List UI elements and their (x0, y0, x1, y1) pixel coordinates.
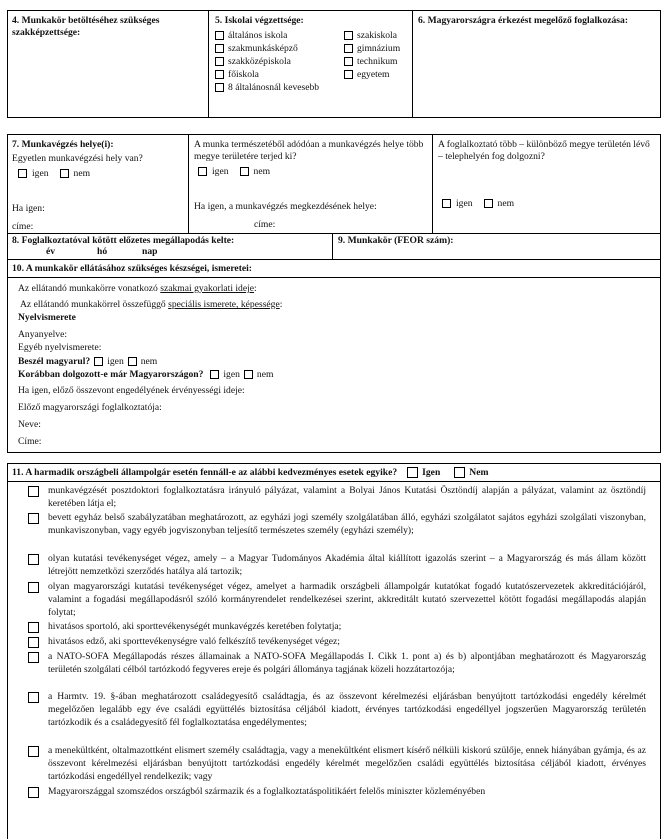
sec11-item-8: a Harmtv. 19. §-ában meghatározott családegyesítő családtagja, és az összevont kérelmezési eljárásban benyújtott tartózkodási engedély kérelmét megelőzően legalább egy éve családi együttélés biztosítása céljából kiadott, érvényes tartózkodási engedéllyel jogszerűen Magyarország területén tartózkodik és a családegyesítő fél foglalkoztatása engedélymentes; (28, 691, 646, 729)
sec9-title: 9. Munkakör (FEOR szám): (338, 235, 454, 246)
sec5-title: 5. Iskolai végzettsége: (215, 15, 304, 26)
sec10-lines (18, 283, 282, 449)
checkbox-nem[interactable] (60, 169, 69, 178)
sec11-item-2: bevett egyház belső szabályzatában meghatározott, az egyházi jogi személy szolgálatában álló, egyházi szolgálatot sajátos egyházi szolgálati viszonyban, munkaviszonyban, vagy egyéb jogviszonyban teljesítő természetes személy (egyházi személy); (28, 512, 646, 538)
checkbox[interactable] (28, 582, 39, 593)
section-11 (7, 463, 661, 839)
checkbox[interactable] (215, 57, 224, 66)
sec7-ha-igen-hely: Ha igen, a munkavégzés megkezdésének helye: (194, 201, 377, 212)
checkbox[interactable] (28, 637, 39, 648)
sec5-col2 (344, 29, 400, 81)
sec5-opt-szakiskola[interactable]: szakiskola (344, 29, 400, 42)
checkbox-igen[interactable] (198, 167, 207, 176)
sec11-item-5: hivatásos sportoló, aki sporttevékenységét munkavégzés keretében folytatja; (28, 621, 646, 634)
checkbox[interactable] (215, 44, 224, 53)
sec11-item-6: hivatásos edző, aki sporttevékenységre való felkészítő tevékenységet végez; (28, 636, 646, 649)
checkbox[interactable] (28, 486, 39, 497)
sec8-nap: nap (142, 246, 158, 257)
checkbox-nem[interactable] (484, 199, 493, 208)
checkbox-igen[interactable] (94, 357, 103, 366)
checkbox-nem[interactable] (454, 467, 465, 478)
sec5-col1 (215, 29, 319, 94)
sec10-elozo: Előző magyarországi foglalkoztatója: (18, 402, 162, 413)
sec11-item-9: a menekültként, oltalmazottként elismert személy családtagja, vagy a menekültként elismert kísérő nélküli kiskorú szülője, ennek hiányában gyámja, és az összevont kérelmezési eljárásban benyújtott tartózkodási engedély kérelmét megelőzően családi együttélés biztosítása céljából kiadott, érvényes tartózkodási engedéllyel rendelkezik; vagy (28, 745, 646, 783)
sec11-item-7: a NATO-SOFA Megállapodás részes államainak a NATO-SOFA Megállapodás I. Cikk 1. pont a) és b) alpontjában meghatározott és Magyarország területén szolgálati célból tartózkodó fegyveres ereje és polgári állománya tagjának közeli hozzátartozója; (28, 651, 646, 677)
sec11-item-10: Magyarországgal szomszédos országból származik és a foglalkoztatáspolitikáért felelős miniszter közleményében (28, 786, 646, 799)
checkbox[interactable] (28, 692, 39, 703)
checkbox[interactable] (28, 787, 39, 798)
sec5-opt-gimnazium[interactable]: gimnázium (344, 42, 400, 55)
checkbox[interactable] (28, 554, 39, 565)
section-7-table (7, 134, 661, 234)
sec10-beszel-row: Beszél magyarul? igen nem (18, 355, 158, 367)
sec10-neve: Neve: (18, 419, 41, 430)
sec10-haigen: Ha igen, előző összevont engedélyének érvényességi ideje: (18, 385, 245, 396)
section-4-5-6-table (7, 10, 661, 118)
checkbox[interactable] (344, 70, 353, 79)
sec7-q3-options: igen nem (442, 197, 514, 210)
sec7-q1: Egyetlen munkavégzési hely van? (12, 153, 143, 164)
sec5-opt-egyetem[interactable]: egyetem (344, 68, 400, 81)
checkbox-nem[interactable] (240, 167, 249, 176)
checkbox-nem[interactable] (128, 357, 137, 366)
section-8-9-row (7, 233, 661, 260)
sec7-cime: címe: (12, 221, 34, 232)
sec6-title: 6. Magyarországra érkezést megelőző foglalkozása: (418, 15, 629, 26)
sec10-specialis: Az ellátandó munkakörrel összefüggő speciális ismerete, képessége: (20, 299, 283, 310)
sec11-header: 11. A harmadik országbeli állampolgár esetén fennáll-e az alábbi kedvezményes esetek egyike? Igen Nem (12, 466, 489, 478)
section-10 (7, 259, 661, 453)
checkbox-igen[interactable] (442, 199, 451, 208)
sec10-korabban-row: Korábban dolgozott-e már Magyarországon? igen nem (18, 368, 274, 380)
sec10-title: 10. A munkakör ellátásához szükséges készségei, ismeretei: (12, 263, 253, 274)
checkbox[interactable] (344, 31, 353, 40)
checkbox-igen[interactable] (210, 370, 219, 379)
sec8-ev: év (46, 246, 56, 257)
checkbox[interactable] (28, 622, 39, 633)
sec7-q2: A munka természetéből adódóan a munkavégzés helye több megye területére terjed ki? (194, 139, 424, 162)
sec11-item-4: olyan magyarországi kutatási tevékenységet végez, amelyet a harmadik országbeli állampolgár kutatókat fogadó kutatószervezetek akkreditációjáról, valamint a fogadási megállapodásról szóló kormányrendelet rendelkezései szerint, akkreditált kutató szervezettel kötött fogadási megállapodás alapján folytat; (28, 581, 646, 619)
sec8-ho: hó (97, 246, 108, 257)
sec10-egyeb: Egyéb nyelvismerete: (18, 342, 102, 353)
sec7-ha-igen: Ha igen: (12, 203, 45, 214)
sec7-title: 7. Munkavégzés helye(i): (12, 139, 114, 150)
sec5-opt-8alt[interactable]: 8 általánosnál kevesebb (215, 81, 319, 94)
sec7-cime2: címe: (254, 219, 276, 230)
checkbox-igen[interactable] (18, 169, 27, 178)
sec4-title: 4. Munkakör betöltéséhez szükséges szakképzettsége: (12, 15, 160, 38)
sec5-opt-szakmunkas[interactable]: szakmunkásképző (215, 42, 319, 55)
checkbox[interactable] (28, 652, 39, 663)
sec10-nyelv: Nyelvismerete (18, 312, 76, 323)
sec5-opt-technikum[interactable]: technikum (344, 55, 400, 68)
sec10-cime: Címe: (18, 436, 42, 447)
sec8-title: 8. Foglalkoztatóval kötött előzetes megállapodás kelte: (12, 235, 235, 246)
checkbox-nem[interactable] (244, 370, 253, 379)
checkbox[interactable] (215, 83, 224, 92)
sec11-item-1: munkavégzését posztdoktori foglalkoztatásra irányuló pályázat, valamint a Bolyai János Kutatási Ösztöndíj alapján a pályázat, valamint az ösztöndíj keretében látja el; (28, 485, 646, 511)
checkbox[interactable] (28, 513, 39, 524)
sec5-opt-foiskola[interactable]: főiskola (215, 68, 319, 81)
checkbox[interactable] (344, 44, 353, 53)
sec7-q3: A foglalkoztató több – különböző megye területén lévő – telephelyén fog dolgozni? (438, 139, 650, 162)
checkbox[interactable] (28, 746, 39, 757)
sec11-item-3: olyan kutatási tevékenységet végez, amely – a Magyar Tudományos Akadémia által kiállított igazolás szerint – a Magyarország és más állam között létrejött nemzetközi szerződés hatálya alá tartozik; (28, 553, 646, 579)
sec10-anyanyelv: Anyanyelve: (18, 329, 68, 340)
sec5-opt-altalanos[interactable]: általános iskola (215, 29, 319, 42)
sec7-q2-options: igen nem (198, 165, 270, 178)
checkbox[interactable] (215, 31, 224, 40)
sec10-szakmai: Az ellátandó munkakörre vonatkozó szakmai gyakorlati ideje: (18, 283, 257, 294)
sec7-q1-options: igen nem (18, 167, 90, 180)
checkbox[interactable] (344, 57, 353, 66)
checkbox[interactable] (215, 70, 224, 79)
sec5-opt-szakkozep[interactable]: szakközépiskola (215, 55, 319, 68)
checkbox-igen[interactable] (407, 467, 418, 478)
